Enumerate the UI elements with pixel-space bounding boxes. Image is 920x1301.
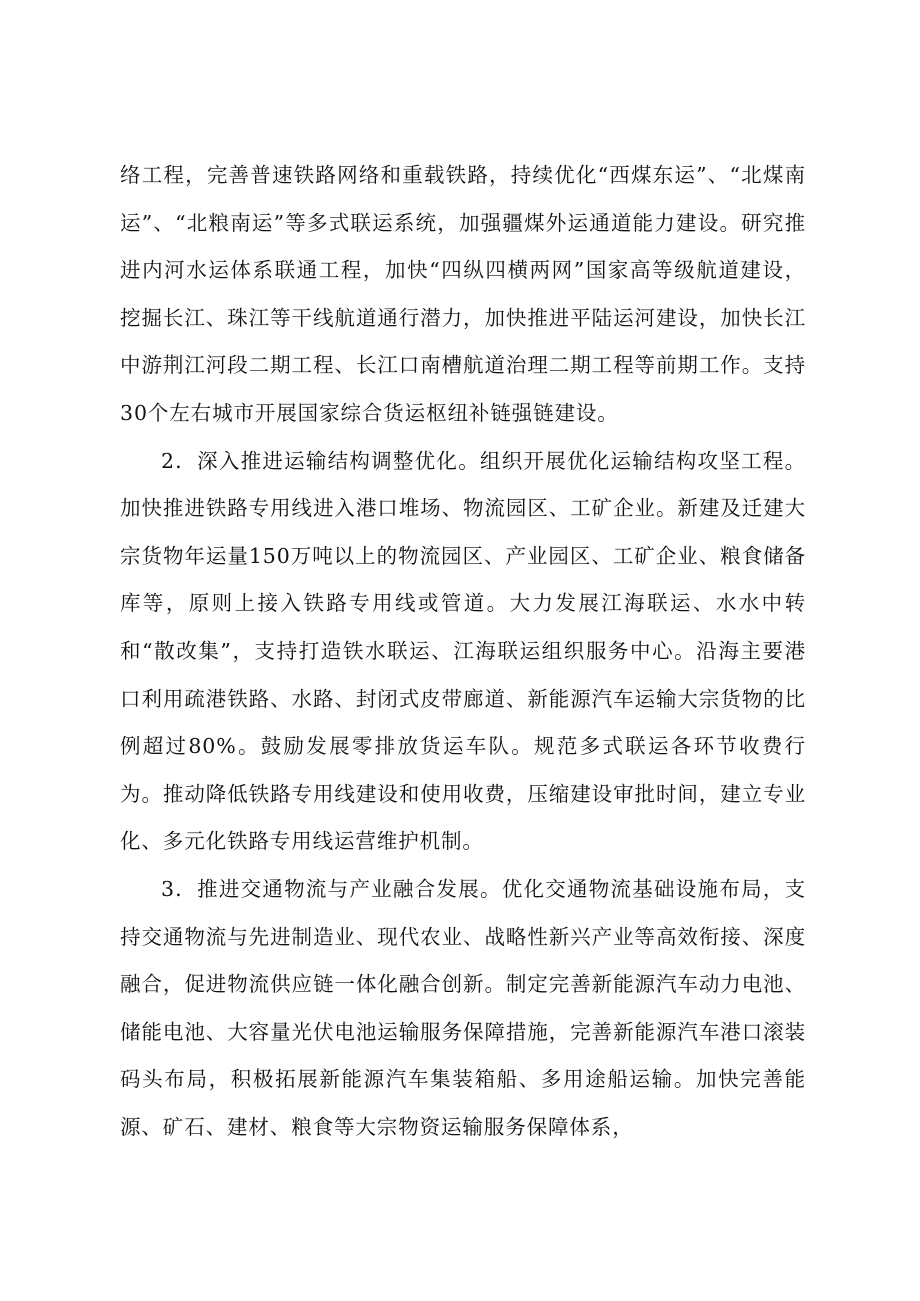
paragraph-continued: 络工程，完善普速铁路网络和重载铁路，持续优化“西煤东运”、“北煤南运”、“北粮南运”等多式联运系统，加强疆煤外运通道能力建设。研究推进内河水运体系联通工程，加快“四纵四横两网”国家高等级航道建设，挖掘长江、珠江等干线航道通行潜力，加快推进平陆运河建设，加快长江中游荆江河段二期工程、长江口南槽航道治理二期工程等前期工作。支持30个左右城市开展国家综合货运枢纽补链强链建设。 bbox=[120, 163, 806, 425]
document-body bbox=[120, 152, 806, 1151]
paragraph-item-2: 2．深入推进运输结构调整优化。组织开展优化运输结构攻坚工程。加快推进铁路专用线进入港口堆场、物流园区、工矿企业。新建及迁建大宗货物年运量150万吨以上的物流园区、产业园区、工矿企业、粮食储备库等，原则上接入铁路专用线或管道。大力发展江海联运、水水中转和“散改集”，支持打造铁水联运、江海联运组织服务中心。沿海主要港口利用疏港铁路、水路、封闭式皮带廊道、新能源汽车运输大宗货物的比例超过80%。鼓励发展零排放货运车队。规范多式联运各环节收费行为。推动降低铁路专用线建设和使用收费，压缩建设审批时间，建立专业化、多元化铁路专用线运营维护机制。 bbox=[120, 448, 806, 854]
paragraph-item-3: 3．推进交通物流与产业融合发展。优化交通物流基础设施布局，支持交通物流与先进制造业、现代农业、战略性新兴产业等高效衔接、深度融合，促进物流供应链一体化融合创新。制定完善新能源汽车动力电池、储能电池、大容量光伏电池运输服务保障措施，完善新能源汽车港口滚装码头布局，积极拓展新能源汽车集装箱船、多用途船运输。加快完善能源、矿石、建材、粮食等大宗物资运输服务保障体系， bbox=[120, 876, 806, 1139]
